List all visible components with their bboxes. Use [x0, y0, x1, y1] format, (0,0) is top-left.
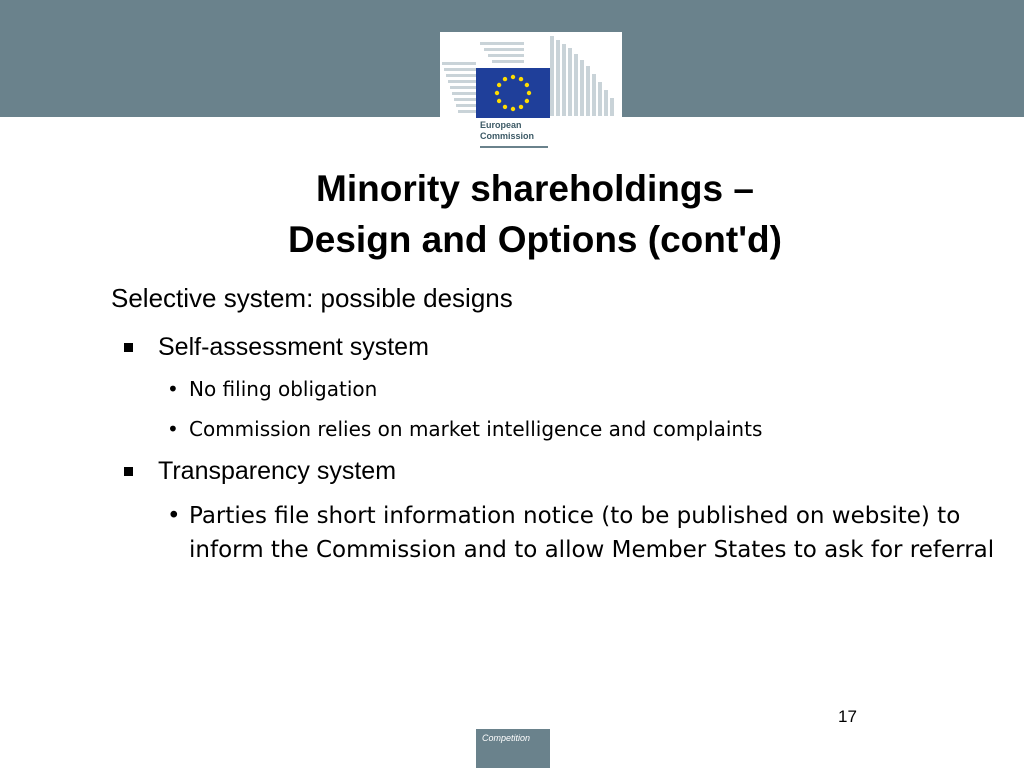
slide-subtitle: Selective system: possible designs — [111, 283, 513, 313]
title-line-2: Design and Options (cont'd) — [288, 219, 782, 260]
bullet-dot-icon: • — [167, 417, 179, 441]
title-line-1: Minority shareholdings – — [316, 168, 754, 209]
slide-title — [0, 163, 1024, 265]
bullet-text: No filing obligation — [189, 377, 378, 401]
logo-text — [480, 120, 534, 142]
section-heading-text: Transparency system — [158, 457, 397, 485]
footer-label: Competition — [482, 733, 531, 743]
logo-line-1: European — [480, 120, 522, 130]
square-bullet-icon — [124, 343, 133, 352]
logo-line-2: Commission — [480, 131, 535, 141]
bullet-text: Commission relies on market intelligence and complaints — [189, 417, 763, 441]
footer-competition-box — [476, 729, 550, 768]
section-heading-text: Self-assessment system — [158, 333, 429, 361]
bullet-dot-icon: • — [167, 377, 179, 401]
page-number: 17 — [838, 707, 857, 726]
berlaymont-building-icon — [440, 32, 622, 120]
bullet-dot-icon: • — [167, 503, 181, 529]
logo-underline — [480, 146, 548, 148]
european-commission-logo — [440, 32, 622, 152]
bullet-text: Parties file short information notice (to be published on website) to inform the Commission and to allow Member States to ask for referral — [189, 503, 995, 563]
square-bullet-icon — [124, 467, 133, 476]
